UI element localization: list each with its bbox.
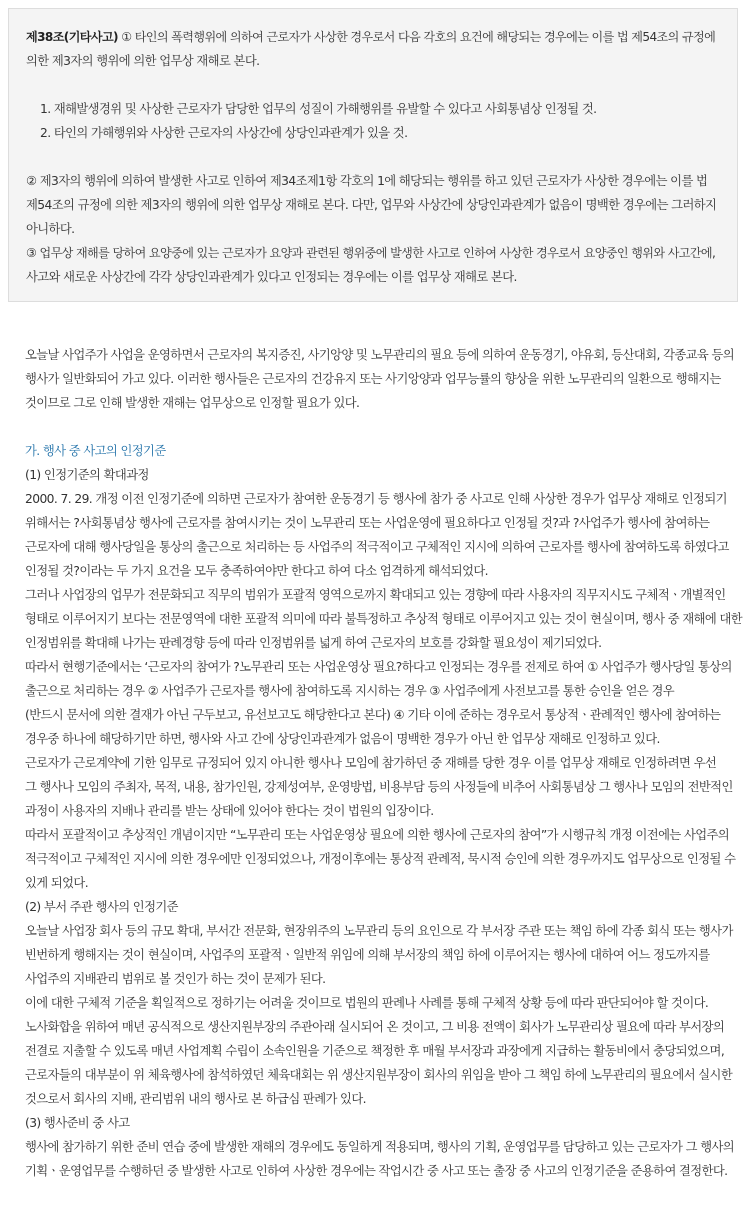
article-para2-line3: 아니하다. <box>26 222 75 236</box>
body-line: (1) 인정기준의 확대과정 <box>25 468 149 482</box>
body-line: 인정범위를 확대해 나가는 판례경향 등에 따라 인정범위를 넓게 하여 근로자의 보호를 강화할 필요성이 제기되었다. <box>25 636 602 650</box>
body-line: 빈번하게 행해지는 것이 현실이며, 사업주의 포괄적ㆍ일반적 위임에 의해 부서장의 책임 하에 이루어지는 행사에 대하여 어느 정도까지를 <box>25 948 710 962</box>
body-line: 따라서 현행기준에서는 ‘근로자의 참여가 ?노무관리 또는 사업운영상 필요?하다고 인정되는 경우를 전제로 하여 ① 사업주가 행사당일 통상의 <box>25 660 732 674</box>
body-line: 행사에 참가하기 위한 준비 연습 중에 발생한 재해의 경우에도 동일하게 적용되며, 행사의 기획, 운영업무를 담당하고 있는 근로자가 그 행사의 <box>25 1140 735 1154</box>
section-title: 가. 행사 중 사고의 인정기준 <box>25 444 166 458</box>
spacer <box>25 415 743 439</box>
body-line: 위해서는 ?사회통념상 행사에 근로자를 참여시키는 것이 노무관리 또는 사업운영에 필요하다고 인정될 것?과 ?사업주가 행사에 참여하는 <box>25 516 710 530</box>
body-line: 오늘날 사업장 회사 등의 규모 확대, 부서간 전문화, 현장위주의 노무관리 등의 요인으로 각 부서장 주관 또는 책임 하에 각종 회식 또는 행사가 <box>25 924 733 938</box>
intro-line-2: 행사가 일반화되어 가고 있다. 이러한 행사들은 근로자의 건강유지 또는 사기앙양과 업무능률의 향상을 위한 노무관리의 일환으로 행해지는 <box>25 372 721 386</box>
body-line: 근로자들의 대부분이 위 체육행사에 참석하였던 체육대회는 위 생산지원부장이 회사의 위임을 받아 그 책임 하에 노무관리의 필요에서 실시한 <box>25 1068 733 1082</box>
body-line: 근로자가 근로계약에 기한 임무로 규정되어 있지 아니한 행사나 모임에 참가하던 중 재해를 당한 경우 이를 업무상 재해로 인정하려면 우선 <box>25 756 717 770</box>
article-para1-line1 <box>26 25 727 49</box>
body-line: 경우중 하나에 해당하기만 하면, 행사와 사고 간에 상당인과관계가 없음이 명백한 경우가 아닌 한 업무상 재해로 인정하고 있다. <box>25 732 660 746</box>
article-item-2: 2. 타인의 가해행위와 사상한 근로자의 사상간에 상당인과관계가 있을 것. <box>40 126 408 140</box>
intro-line-1: 오늘날 사업주가 사업을 운영하면서 근로자의 복지증진, 사기앙양 및 노무관리의 필요 등에 의하여 운동경기, 야유회, 등산대회, 각종교육 등의 <box>25 348 735 362</box>
article-item-1: 1. 재해발생경위 및 사상한 근로자가 담당한 업무의 성질이 가해행위를 유발할 수 있다고 사회통념상 인정될 것. <box>40 102 597 116</box>
body-line: 2000. 7. 29. 개정 이전 인정기준에 의하면 근로자가 참여한 운동경기 등 행사에 참가 중 사고로 인해 사상한 경우가 업무상 재해로 인정되기 <box>25 492 727 506</box>
article-38-box <box>8 8 738 302</box>
body-line: 노사화합을 위하여 매년 공식적으로 생산지원부장의 주관아래 실시되어 온 것이고, 그 비용 전액이 회사가 노무관리상 필요에 따라 부서장의 <box>25 1020 725 1034</box>
body-line: (3) 행사준비 중 사고 <box>25 1116 130 1130</box>
article-para2-line1: ② 제3자의 행위에 의하여 발생한 사고로 인하여 제34조제1항 각호의 1에 해당되는 행위를 하고 있던 근로자가 사상한 경우에는 이를 법 <box>26 174 708 188</box>
body-line: 출근으로 처리하는 경우 ② 사업주가 근로자를 행사에 참여하도록 지시하는 경우 ③ 사업주에게 사전보고를 통한 승인을 얻은 경우 <box>25 684 675 698</box>
body-line: 것으로서 회사의 지배, 관리범위 내의 행사로 본 하급심 판례가 있다. <box>25 1092 366 1106</box>
body-line: 형태로 이루어지기 보다는 전문영역에 대한 포괄적 의미에 따라 불특정하고 추상적 형태로 이루어지고 있는 것이 현실이며, 행사 중 재해에 대한 <box>25 612 743 626</box>
body-line: 그 행사나 모임의 주최자, 목적, 내용, 참가인원, 강제성여부, 운영방법, 비용부담 등의 사정들에 비추어 사회통념상 그 행사나 모임의 전반적인 <box>25 780 733 794</box>
body-line: 있게 되었다. <box>25 876 89 890</box>
body-line: 전결로 지출할 수 있도록 매년 사업계획 수립이 소속인원을 기준으로 책정한 후 매월 부서장과 과장에게 지급하는 활동비에서 충당되었으며, <box>25 1044 725 1058</box>
body-line: 인정될 것?이라는 두 가지 요건을 모두 충족하여야만 한다고 하여 다소 엄격하게 해석되었다. <box>25 564 488 578</box>
body-line: 따라서 포괄적이고 추상적인 개념이지만 “노무관리 또는 사업운영상 필요에 의한 행사에 근로자의 참여”가 시행규칙 개정 이전에는 사업주의 <box>25 828 730 842</box>
body-line: (2) 부서 주관 행사의 인정기준 <box>25 900 178 914</box>
body-line: 과정이 사용자의 지배나 관리를 받는 상태에 있어야 한다는 것이 법원의 입장이다. <box>25 804 434 818</box>
article-para3-line2: 사고와 새로운 사상간에 각각 상당인과관계가 있다고 인정되는 경우에는 이를 업무상 재해로 본다. <box>26 270 517 284</box>
article-para1-text: ① 타인의 폭력행위에 의하여 근로자가 사상한 경우로서 다음 각호의 요건에 해당되는 경우에는 이를 법 제54조의 규정에 <box>117 30 716 44</box>
body-line: 이에 대한 구체적 기준을 획일적으로 정하기는 어려울 것이므로 법원의 판례나 사례를 통해 구체적 상황 등에 따라 판단되어야 할 것이다. <box>25 996 709 1010</box>
intro-line-3: 것이므로 그로 인해 발생한 재해는 업무상으로 인정할 필요가 있다. <box>25 396 360 410</box>
article-title: 제38조(기타사고) <box>26 30 118 44</box>
body-line: 사업주의 지배관리 범위로 볼 것인가 하는 것이 문제가 된다. <box>25 972 326 986</box>
article-para1-line2: 의한 제3자의 행위에 의한 업무상 재해로 본다. <box>26 54 260 68</box>
spacer <box>26 145 727 169</box>
body-line: 그러나 사업장의 업무가 전문화되고 직무의 범위가 포괄적 영역으로까지 확대되고 있는 경향에 따라 사용자의 직무지시도 구체적ㆍ개별적인 <box>25 588 726 602</box>
article-para3-line1: ③ 업무상 재해를 당하여 요양중에 있는 근로자가 요양과 관련된 행위중에 발생한 사고로 인하여 사상한 경우로서 요양중인 행위와 사고간에, <box>26 246 716 260</box>
spacer <box>26 73 727 97</box>
body-line: 적극적이고 구체적인 지시에 의한 경우에만 인정되었으나, 개정이후에는 통상적 관례적, 묵시적 승인에 의한 경우까지도 업무상으로 인정될 수 <box>25 852 736 866</box>
body-line: (반드시 문서에 의한 결재가 아닌 구두보고, 유선보고도 해당한다고 본다) ④ 기타 이에 준하는 경우로서 통상적ㆍ관례적인 행사에 참여하는 <box>25 708 721 722</box>
article-para2-line2: 제54조의 규정에 의한 제3자의 행위에 의한 업무상 재해로 본다. 다만, 업무와 사상간에 상당인과관계가 없음이 명백한 경우에는 그러하지 <box>26 198 717 212</box>
main-text <box>25 343 743 1183</box>
body-line: 기획ㆍ운영업무를 수행하던 중 발생한 사고로 인하여 사상한 경우에는 작업시간 중 사고 또는 출장 중 사고의 인정기준을 준용하여 결정한다. <box>25 1164 728 1178</box>
body-line: 근로자에 대해 행사당일을 통상의 출근으로 처리하는 등 사업주의 적극적이고 구체적인 지시에 의하여 근로자를 행사에 참여하도록 하였다고 <box>25 540 729 554</box>
